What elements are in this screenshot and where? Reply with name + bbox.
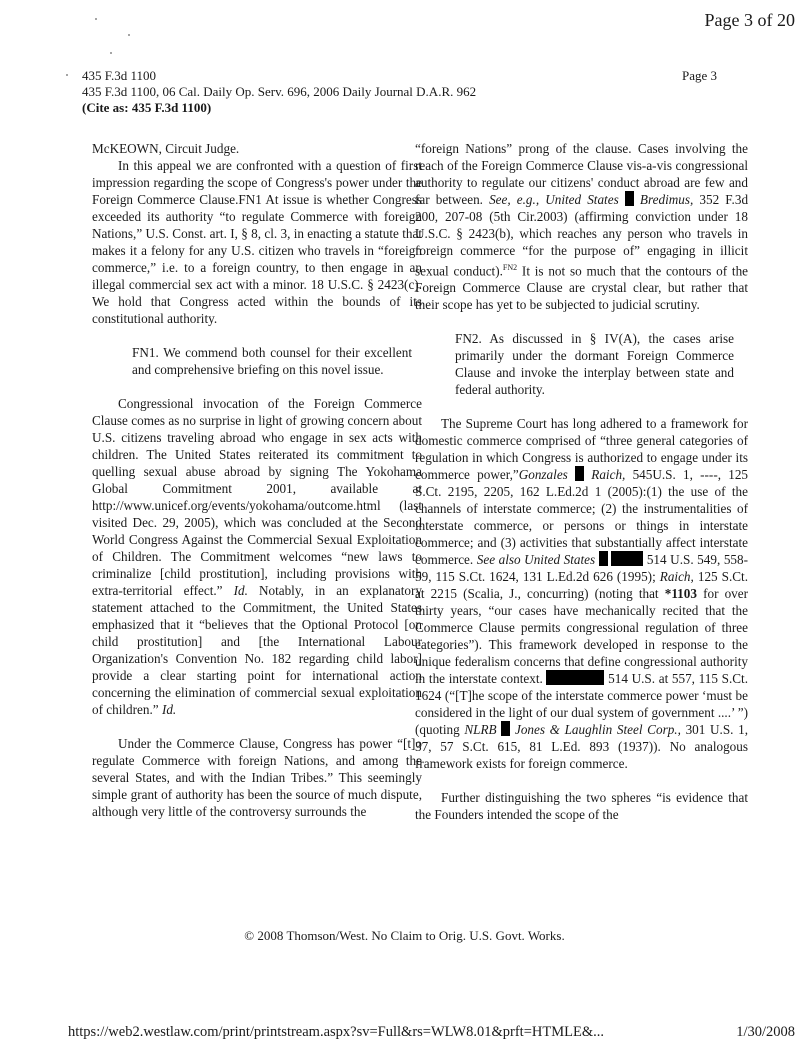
opinion-paragraph: In this appeal we are confronted with a question of first impression regarding the scope of Congress's power under the Foreign Commerce Clause.FN1 At issue is whether Congress exceeded its authority “to regulate Commerce with foreign Nations,” U.S. Const. art. I, § 8, cl. 3, in enacting a statute that makes it a felony for any U.S. citizen who travels in “foreign commerce,” i.e. to a foreign country, to then engage in an illegal commercial sex act with a minor. 18 U.S.C. § 2423(c). We hold that Congress acted within the bounds of its constitutional authority. xyxy=(92,158,422,326)
footnote-1: FN1. We commend both counsel for their excellent and comprehensive briefing on this novel issue. xyxy=(132,345,412,377)
paragraph-text: Congressional invocation of the Foreign Commerce Clause comes as no surprise in light of growing concern about U.S. citizens traveling abroad who engage in sex acts with children. The United States reiterated its commitment to quelling sexual abuse abroad by signing The Yokohama Global Commitment 2001, available at http://www.unicef.org/events/yokohama/outcome.html (last visited Dec. 29, 2005), which was concluded at the Second World Congress Against the Commercial Sexual Exploitation of Children. The Commitment welcomes “new laws to criminalize [child prostitution], including provisions with extra-territorial effect.” xyxy=(92,396,422,598)
redaction-bar xyxy=(625,191,634,206)
scan-speck xyxy=(66,74,68,76)
paragraph-text: Notably, in an explanatory statement attached to the Commitment, the United States emphasized that it “believes that the Optional Protocol [on child prostitution] and [the International Labour Organization's Convention No. 182 regarding child labor] provide a clear starting point for international action concerning the elimination of commercial sexual exploitation of children.” xyxy=(92,583,423,717)
case-citation: Raich, xyxy=(659,569,694,585)
case-citation: Jones & Laughlin Steel Corp., xyxy=(514,722,681,738)
left-column xyxy=(92,140,422,837)
scan-speck xyxy=(110,52,112,54)
judge-name: McKEOWN, Circuit Judge. xyxy=(92,141,240,156)
copyright-notice: © 2008 Thomson/West. No Claim to Orig. U.S. Govt. Works. xyxy=(244,928,565,943)
citation-id: Id. xyxy=(161,702,177,717)
star-page: *1103 xyxy=(664,586,697,602)
paragraph-text: 545U.S. 1, ----, 125 S.Ct. 2195, 2205, 162 L.Ed.2d 1 (2005):(1) the use of the channels of interstate commerce; (2) the instrumentalities of interstate commerce, or persons or things in interstate commerce; and (3) activities that substantially affect interstate commerce. xyxy=(415,467,749,568)
case-citation: Bredimus, xyxy=(639,192,694,207)
redaction-bar xyxy=(546,670,604,685)
cite-as-line: (Cite as: 435 F.3d 1100) xyxy=(82,100,212,115)
paragraph-text: It is not so much that the contours of the Foreign Commerce Clause are crystal clear, but rather that their scope has yet to be subjected to judicial scrutiny. xyxy=(415,263,749,313)
paragraph-text: 352 F.3d 200, 207-08 (5th Cir.2003) (affirming conviction under 18 U.S.C. § 2423(b), which reaches any person who travels in foreign commerce “for the purpose of” engaging in illicit sexual conduct). xyxy=(415,192,749,279)
page-label: Page 3 xyxy=(681,68,717,83)
opinion-paragraph xyxy=(92,395,422,718)
footnote-2: FN2. As discussed in § IV(A), the cases arise primarily under the dormant Foreign Commerce Clause and invoke the interplay between state and federal authority. xyxy=(455,331,734,398)
redaction-bar xyxy=(575,466,584,481)
paragraph-text: “foreign Nations” prong of the clause. Cases involving the reach of the Foreign Commerce Clause vis-a-vis congressional authority to regulate our citizens' conduct abroad are few and far between. xyxy=(415,141,748,207)
paragraph-text: 301 U.S. 1, 37, 57 S.Ct. 615, 81 L.Ed. 893 (1937)). No analogous framework exists for foreign commerce. xyxy=(415,722,749,772)
scan-speck xyxy=(128,34,130,36)
right-column xyxy=(415,140,748,840)
scan-speck xyxy=(95,18,97,20)
redaction-bar xyxy=(501,721,510,736)
case-citation: NLRB xyxy=(464,722,497,738)
case-citation: See, e.g., United States xyxy=(489,192,619,207)
opinion-paragraph: Further distinguishing the two spheres “is evidence that the Founders intended the scope of the xyxy=(415,790,748,823)
paragraph-text: 514 U.S. 549, 558-59, 115 S.Ct. 1624, 131 L.Ed.2d 626 (1995); xyxy=(415,552,748,585)
citation-header xyxy=(82,68,476,116)
paragraph-text: for over thirty years, “our cases have mechanically recited that the Commerce Clause permits congressional regulation of three categories”). This framework developed in response to the unique federalism concerns that define congressional authority in the interstate context. xyxy=(415,586,749,687)
footnote-ref: FN2 xyxy=(502,263,518,272)
page-counter: Page 3 of 20 xyxy=(704,10,795,30)
case-citation: Raich, xyxy=(591,467,626,483)
citation-id: Id. xyxy=(233,583,248,598)
print-date: 1/30/2008 xyxy=(736,1024,795,1040)
paragraph-text: 514 U.S. at 557, 115 S.Ct. 1624 (“[T]he scope of the interstate commerce power ‘must be considered in the light of our dual system of government ....’ ”) (quoting xyxy=(415,671,748,738)
redaction-bar xyxy=(611,551,643,566)
citation-line-2: 435 F.3d 1100, 06 Cal. Daily Op. Serv. 696, 2006 Daily Journal D.A.R. 962 xyxy=(82,84,477,99)
citation-line-1: 435 F.3d 1100 xyxy=(82,68,156,83)
case-citation: Gonzales xyxy=(518,467,568,483)
paragraph-text: 125 S.Ct. at 2215 (Scalia, J., concurring) (noting that xyxy=(415,569,749,602)
paragraph-text: The Supreme Court has long adhered to a framework for domestic commerce comprised of “three general categories of regulation in which Congress is authorized to engage under its commerce power,” xyxy=(415,416,748,483)
redaction-bar xyxy=(599,551,608,566)
opinion-paragraph: Under the Commerce Clause, Congress has power “[t]o regulate Commerce with foreign Nations, and among the several States, and with the Indian Tribes.” This seemingly simple grant of authority has been the source of much dispute, although very little of the controversy surrounds the xyxy=(92,736,422,819)
case-citation: See also United States xyxy=(476,552,596,568)
opinion-paragraph xyxy=(415,140,748,313)
opinion-paragraph xyxy=(415,415,748,772)
print-url: https://web2.westlaw.com/print/printstream.aspx?sv=Full&rs=WLW8.01&prft=HTMLE&... xyxy=(68,1024,604,1040)
